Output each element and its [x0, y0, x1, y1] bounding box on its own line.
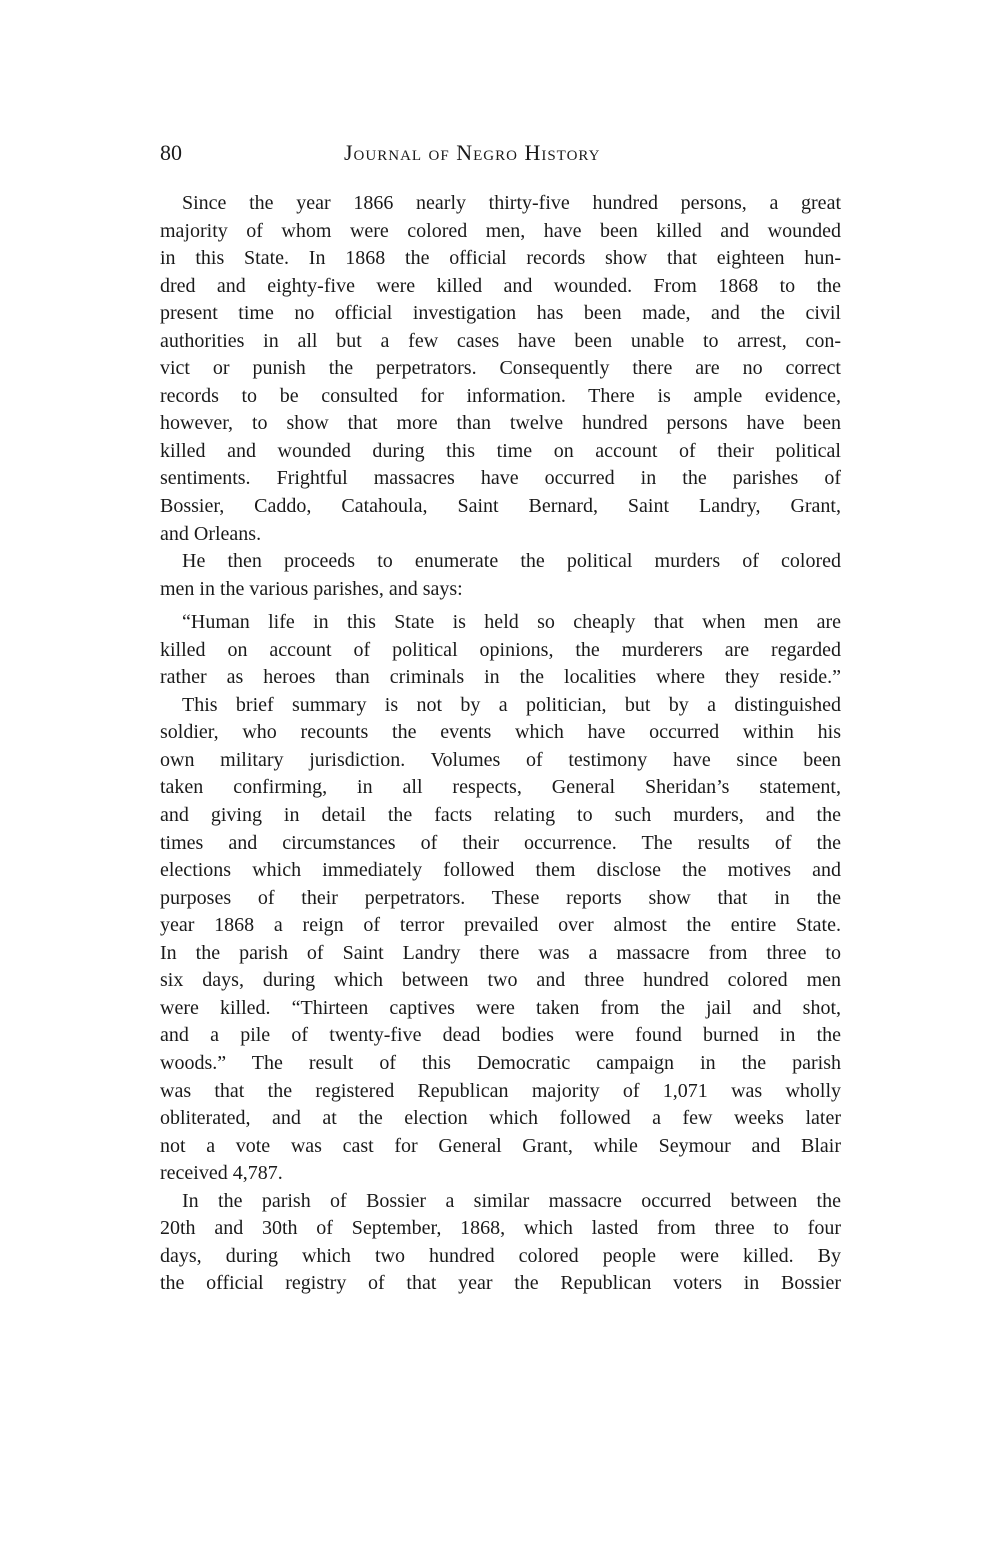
text-line: vict or punish the perpetrators. Consequently there are no correct: [160, 357, 841, 380]
text-line: killed on account of political opinions, the murderers are regarded: [160, 638, 841, 661]
paragraph: [160, 1188, 841, 1298]
paragraph: [160, 692, 841, 1188]
text-line: This brief summary is not by a politician, but by a distinguished: [182, 693, 841, 716]
text-line: six days, during which between two and three hundred colored men: [160, 969, 841, 992]
text-line: and giving in detail the facts relating to such murders, and the: [160, 804, 841, 827]
text-line: purposes of their perpetrators. These reports show that in the: [160, 886, 841, 909]
text-line: taken confirming, in all respects, General Sheridan’s statement,: [160, 776, 841, 799]
page-number: 80: [160, 140, 182, 165]
text-line: men in the various parishes, and says:: [160, 577, 463, 600]
text-line: dred and eighty-five were killed and wounded. From 1868 to the: [160, 274, 841, 297]
text-line: in this State. In 1868 the official records show that eighteen hun-: [160, 247, 841, 270]
text-line: records to be consulted for information. There is ample evidence,: [160, 384, 841, 407]
text-line: woods.” The result of this Democratic campaign in the parish: [160, 1051, 841, 1074]
text-line: elections which immediately followed them disclose the motives and: [160, 859, 841, 882]
text-line: “Human life in this State is held so cheaply that when men are: [182, 611, 841, 634]
text-line: Since the year 1866 nearly thirty-five hundred persons, a great: [182, 192, 841, 214]
text-line: soldier, who recounts the events which have occurred within his: [160, 721, 841, 744]
text-line: times and circumstances of their occurrence. The results of the: [160, 831, 841, 854]
text-line: however, to show that more than twelve hundred persons have been: [160, 412, 841, 435]
text-line: In the parish of Bossier a similar massacre occurred between the: [182, 1189, 841, 1212]
journal-title: Journal of Negro History: [344, 140, 601, 165]
text-line: were killed. “Thirteen captives were taken from the jail and shot,: [160, 996, 841, 1019]
text-line: majority of whom were colored men, have been killed and wounded: [160, 219, 841, 242]
text-line: the official registry of that year the Republican voters in Bossier: [160, 1272, 841, 1295]
text-line: obliterated, and at the election which followed a few weeks later: [160, 1107, 841, 1130]
text-line: and Orleans.: [160, 522, 262, 545]
paragraph: [160, 548, 841, 603]
block-quote: [160, 609, 841, 692]
text-line: sentiments. Frightful massacres have occurred in the parishes of: [160, 467, 841, 490]
text-line: rather as heroes than criminals in the localities where they reside.”: [160, 666, 841, 689]
text-line: year 1868 a reign of terror prevailed over almost the entire State.: [160, 914, 841, 937]
running-head: [160, 136, 840, 170]
text-line: days, during which two hundred colored people were killed. By: [160, 1244, 841, 1267]
text-line: He then proceeds to enumerate the political murders of colored: [182, 550, 841, 573]
body-text: [160, 190, 841, 1298]
text-line: killed and wounded during this time on account of their political: [160, 439, 841, 462]
text-line: present time no official investigation has been made, and the civil: [160, 302, 841, 325]
text-line: was that the registered Republican majority of 1,071 was wholly: [160, 1079, 841, 1102]
text-line: own military jurisdiction. Volumes of testimony have since been: [160, 748, 841, 771]
text-line: In the parish of Saint Landry there was a massacre from three to: [160, 941, 841, 964]
text-line: and a pile of twenty-five dead bodies were found burned in the: [160, 1024, 841, 1047]
text-line: 20th and 30th of September, 1868, which lasted from three to four: [160, 1217, 841, 1240]
paragraph: [160, 190, 841, 548]
text-line: authorities in all but a few cases have been unable to arrest, con-: [160, 329, 841, 352]
text-line: not a vote was cast for General Grant, while Seymour and Blair: [160, 1134, 841, 1157]
text-line: received 4,787.: [160, 1162, 283, 1185]
text-line: Bossier, Caddo, Catahoula, Saint Bernard, Saint Landry, Grant,: [160, 495, 841, 518]
